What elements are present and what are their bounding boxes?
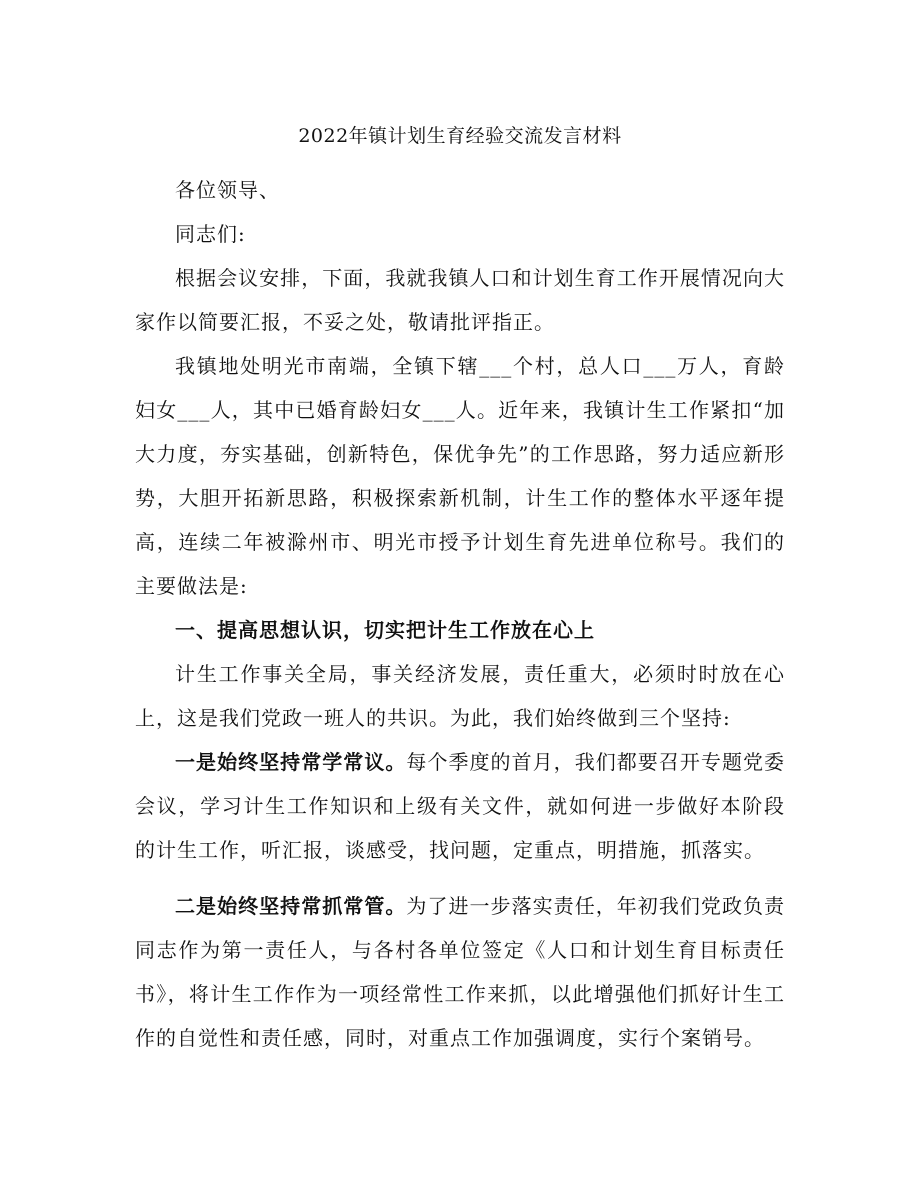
point-2-lead: 二是始终坚持常抓常管。 — [175, 894, 407, 918]
document-title: 2022年镇计划生育经验交流发言材料 — [298, 125, 622, 147]
section-1-heading: 一、提高思想认识，切实把计生工作放在心上 — [175, 618, 595, 642]
point-2-paragraph — [135, 884, 785, 1060]
salutation-leaders: 各位领导、 — [175, 178, 280, 202]
point-2-body: 为了进一步落实责任，年初我们党政负责同志作为第一责任人，与各村各单位签定《人口和计划生育目标责任书》，将计生工作作为一项经常性工作来抓，以此增强他们抓好计生工作的自觉性和责任感，同时，对重点工作加强调度，实行个案销号。 — [135, 894, 786, 1050]
document-body — [135, 168, 785, 1060]
salutation-comrades: 同志们: — [175, 222, 246, 246]
town-overview-paragraph: 我镇地处明光市南端，全镇下辖___个村，总人口___万人，育龄妇女___人，其中已婚育龄妇女___人。近年来，我镇计生工作紧扣“加大力度，夯实基础，创新特色，保优争先”的工作思路，努力适应新形势，大胆开拓新思路，积极探索新机制，计生工作的整体水平逐年提高，连续二年被滁州市、明光市授予计划生育先进单位称号。我们的主要做法是: — [135, 354, 785, 598]
point-1-paragraph — [135, 740, 785, 872]
intro-paragraph: 根据会议安排，下面，我就我镇人口和计划生育工作开展情况向大家作以简要汇报，不妥之处，敬请批评指正。 — [135, 266, 785, 334]
point-1-body: 每个季度的首月，我们都要召开专题党委会议，学习计生工作知识和上级有关文件，就如何进一步做好本阶段的计生工作，听汇报，谈感受，找问题，定重点，明措施，抓落实。 — [135, 750, 786, 862]
section-1-intro: 计生工作事关全局，事关经济发展，责任重大，必须时时放在心上，这是我们党政一班人的共识。为此，我们始终做到三个坚持: — [135, 662, 785, 730]
point-1-lead: 一是始终坚持常学常议。 — [175, 750, 407, 774]
